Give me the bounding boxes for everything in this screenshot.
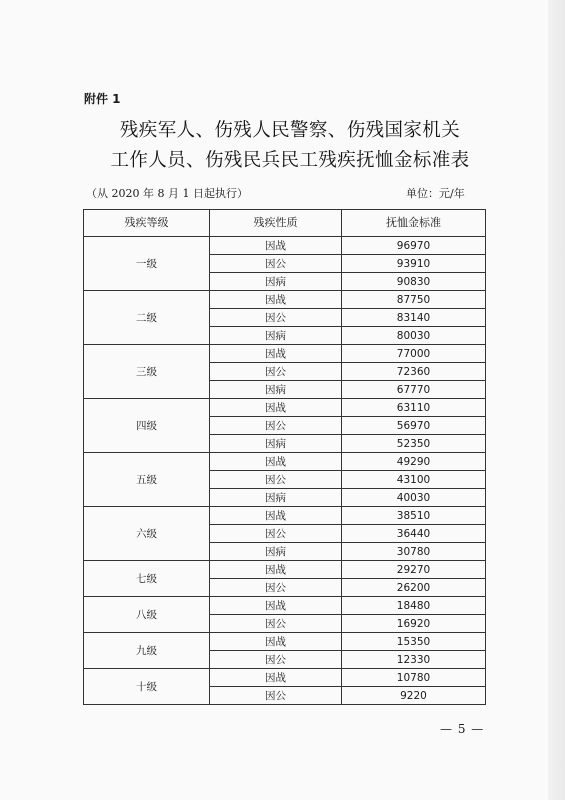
- disability-level-cell: 四级: [84, 399, 210, 453]
- pension-amount-cell: 49290: [342, 453, 486, 471]
- table-row: [84, 399, 486, 417]
- table-row: [84, 237, 486, 255]
- pension-amount-cell: 10780: [342, 669, 486, 687]
- table-row: [84, 453, 486, 471]
- disability-nature-cell: 因病: [210, 489, 342, 507]
- disability-nature-cell: 因公: [210, 255, 342, 273]
- disability-level-cell: 一级: [84, 237, 210, 291]
- pension-amount-cell: 38510: [342, 507, 486, 525]
- pension-amount-cell: 12330: [342, 651, 486, 669]
- table-row: [84, 669, 486, 687]
- pension-amount-cell: 63110: [342, 399, 486, 417]
- disability-nature-cell: 因战: [210, 669, 342, 687]
- pension-amount-cell: 96970: [342, 237, 486, 255]
- disability-nature-cell: 因战: [210, 597, 342, 615]
- document-title-line-1: 残疾军人、伤残人民警察、伤残国家机关: [119, 120, 461, 141]
- pension-amount-cell: 29270: [342, 561, 486, 579]
- pension-amount-cell: 18480: [342, 597, 486, 615]
- pension-amount-cell: 26200: [342, 579, 486, 597]
- disability-level-cell: 二级: [84, 291, 210, 345]
- disability-nature-cell: 因战: [210, 633, 342, 651]
- pension-amount-cell: 9220: [342, 687, 486, 705]
- pension-amount-cell: 43100: [342, 471, 486, 489]
- document-title-line-2: 工作人员、伤残民兵民工残疾抚恤金标准表: [110, 150, 470, 171]
- effective-date-note: （从 2020 年 8 月 1 日起执行）: [86, 187, 248, 200]
- table-row: [84, 597, 486, 615]
- disability-nature-cell: 因战: [210, 561, 342, 579]
- header-disability-level: 残疾等级: [84, 210, 210, 237]
- pension-amount-cell: 72360: [342, 363, 486, 381]
- disability-nature-cell: 因病: [210, 327, 342, 345]
- disability-nature-cell: 因战: [210, 237, 342, 255]
- pension-amount-cell: 56970: [342, 417, 486, 435]
- disability-level-cell: 六级: [84, 507, 210, 561]
- table-header-row: [84, 210, 486, 237]
- page-number: — 5 —: [440, 722, 485, 736]
- disability-nature-cell: 因战: [210, 345, 342, 363]
- disability-nature-cell: 因病: [210, 273, 342, 291]
- header-pension-standard: 抚恤金标准: [342, 210, 486, 237]
- disability-nature-cell: 因公: [210, 309, 342, 327]
- pension-amount-cell: 16920: [342, 615, 486, 633]
- pension-amount-cell: 87750: [342, 291, 486, 309]
- disability-level-cell: 八级: [84, 597, 210, 633]
- disability-level-cell: 十级: [84, 669, 210, 705]
- header-disability-nature: 残疾性质: [210, 210, 342, 237]
- table-row: [84, 291, 486, 309]
- disability-level-cell: 九级: [84, 633, 210, 669]
- disability-nature-cell: 因战: [210, 291, 342, 309]
- table-row: [84, 633, 486, 651]
- disability-nature-cell: 因公: [210, 417, 342, 435]
- pension-amount-cell: 67770: [342, 381, 486, 399]
- scan-edge-shadow: [548, 0, 565, 800]
- pension-amount-cell: 90830: [342, 273, 486, 291]
- pension-standard-table: [83, 209, 486, 705]
- table-row: [84, 345, 486, 363]
- disability-nature-cell: 因公: [210, 471, 342, 489]
- disability-nature-cell: 因战: [210, 453, 342, 471]
- table-body: [84, 237, 486, 705]
- disability-nature-cell: 因病: [210, 381, 342, 399]
- disability-nature-cell: 因公: [210, 525, 342, 543]
- unit-note: 单位：元/年: [406, 187, 465, 200]
- table-row: [84, 507, 486, 525]
- disability-level-cell: 三级: [84, 345, 210, 399]
- disability-nature-cell: 因战: [210, 399, 342, 417]
- pension-amount-cell: 40030: [342, 489, 486, 507]
- pension-amount-cell: 77000: [342, 345, 486, 363]
- disability-nature-cell: 因病: [210, 435, 342, 453]
- pension-amount-cell: 15350: [342, 633, 486, 651]
- pension-amount-cell: 80030: [342, 327, 486, 345]
- disability-nature-cell: 因战: [210, 507, 342, 525]
- disability-nature-cell: 因公: [210, 651, 342, 669]
- disability-nature-cell: 因公: [210, 615, 342, 633]
- table-row: [84, 561, 486, 579]
- disability-nature-cell: 因公: [210, 579, 342, 597]
- disability-level-cell: 五级: [84, 453, 210, 507]
- pension-amount-cell: 83140: [342, 309, 486, 327]
- pension-amount-cell: 93910: [342, 255, 486, 273]
- pension-amount-cell: 36440: [342, 525, 486, 543]
- pension-amount-cell: 52350: [342, 435, 486, 453]
- attachment-label: 附件 1: [84, 92, 121, 106]
- disability-level-cell: 七级: [84, 561, 210, 597]
- disability-nature-cell: 因公: [210, 687, 342, 705]
- disability-nature-cell: 因病: [210, 543, 342, 561]
- disability-nature-cell: 因公: [210, 363, 342, 381]
- pension-amount-cell: 30780: [342, 543, 486, 561]
